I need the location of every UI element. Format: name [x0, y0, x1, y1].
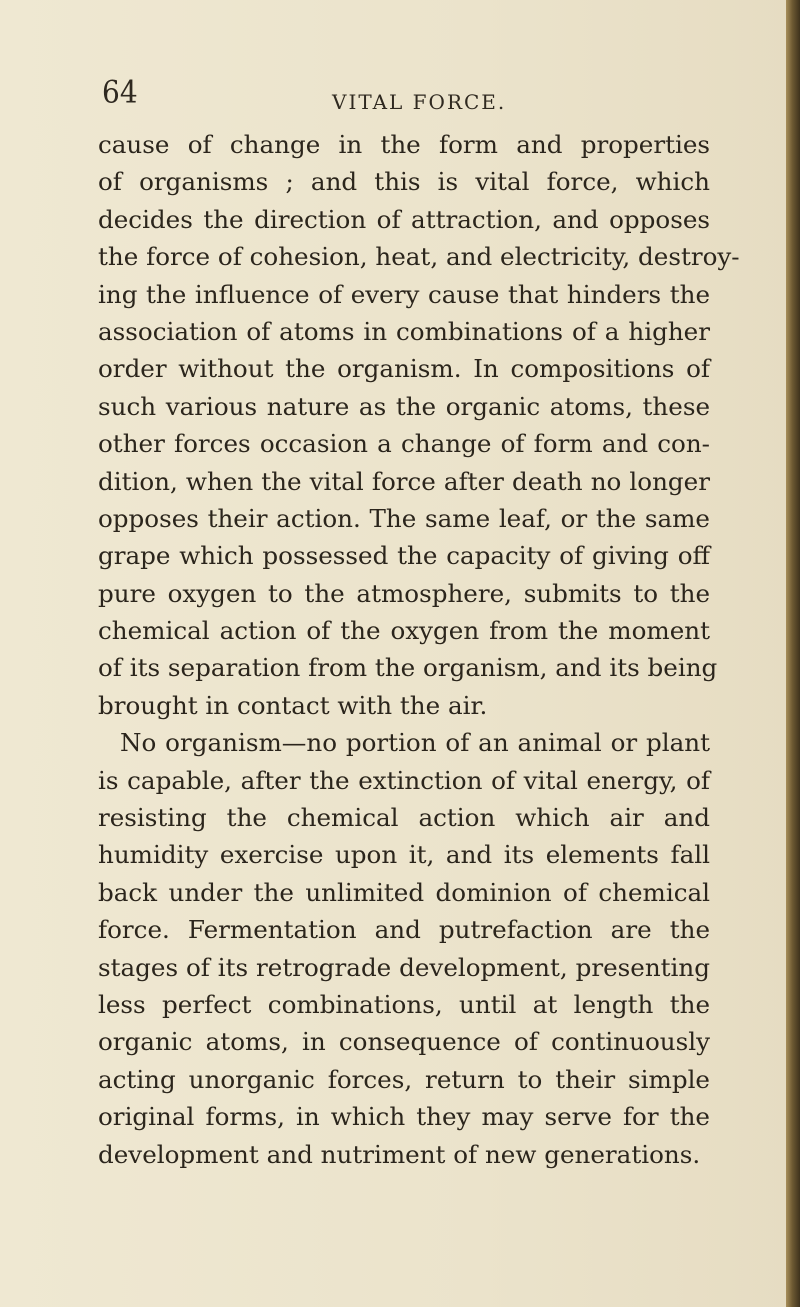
- text-line: resisting the chemical action which air and: [98, 803, 710, 833]
- text-line: brought in contact with the air.: [98, 690, 488, 720]
- text-line: organic atoms, in consequence of continuously: [98, 1027, 710, 1057]
- text-line: the force of cohesion, heat, and electricity, destroy-: [98, 242, 740, 272]
- text-line: development and nutriment of new generations.: [98, 1139, 701, 1169]
- text-line: dition, when the vital force after death no longer: [98, 466, 710, 496]
- text-line: association of atoms in combinations of a higher: [98, 316, 710, 346]
- text-line: force. Fermentation and putrefaction are the: [98, 915, 710, 945]
- book-edge-shadow: [786, 0, 800, 1307]
- text-line: back under the unlimited dominion of chemical: [98, 877, 710, 907]
- text-line: other forces occasion a change of form and con-: [98, 429, 710, 459]
- text-line: order without the organism. In compositions of: [98, 354, 710, 384]
- text-line: of its separation from the organism, and its being: [98, 653, 718, 683]
- text-line: original forms, in which they may serve for the: [98, 1102, 710, 1132]
- text-line: pure oxygen to the atmosphere, submits to the: [98, 578, 710, 608]
- text-line: less perfect combinations, until at length the: [98, 989, 710, 1019]
- text-line: is capable, after the extinction of vital energy, of: [98, 765, 710, 795]
- text-line: grape which possessed the capacity of giving off: [98, 541, 710, 571]
- text-line: ing the influence of every cause that hinders the: [98, 279, 710, 309]
- text-line: chemical action of the oxygen from the moment: [98, 616, 710, 646]
- body-text: [98, 126, 740, 1173]
- text-line: cause of change in the form and properties: [98, 130, 710, 159]
- text-line: such various nature as the organic atoms, these: [98, 391, 710, 421]
- page-number: 64: [102, 74, 138, 111]
- text-line: opposes their action. The same leaf, or the same: [98, 503, 710, 533]
- text-line: acting unorganic forces, return to their simple: [98, 1064, 710, 1094]
- text-line: humidity exercise upon it, and its elements fall: [98, 840, 710, 870]
- text-line: No organism—no portion of an animal or plant: [120, 728, 710, 758]
- text-line: of organisms ; and this is vital force, which: [98, 167, 710, 197]
- text-line: decides the direction of attraction, and opposes: [98, 204, 710, 234]
- text-line: stages of its retrograde development, presenting: [98, 952, 710, 982]
- running-head: VITAL FORCE.: [332, 90, 507, 114]
